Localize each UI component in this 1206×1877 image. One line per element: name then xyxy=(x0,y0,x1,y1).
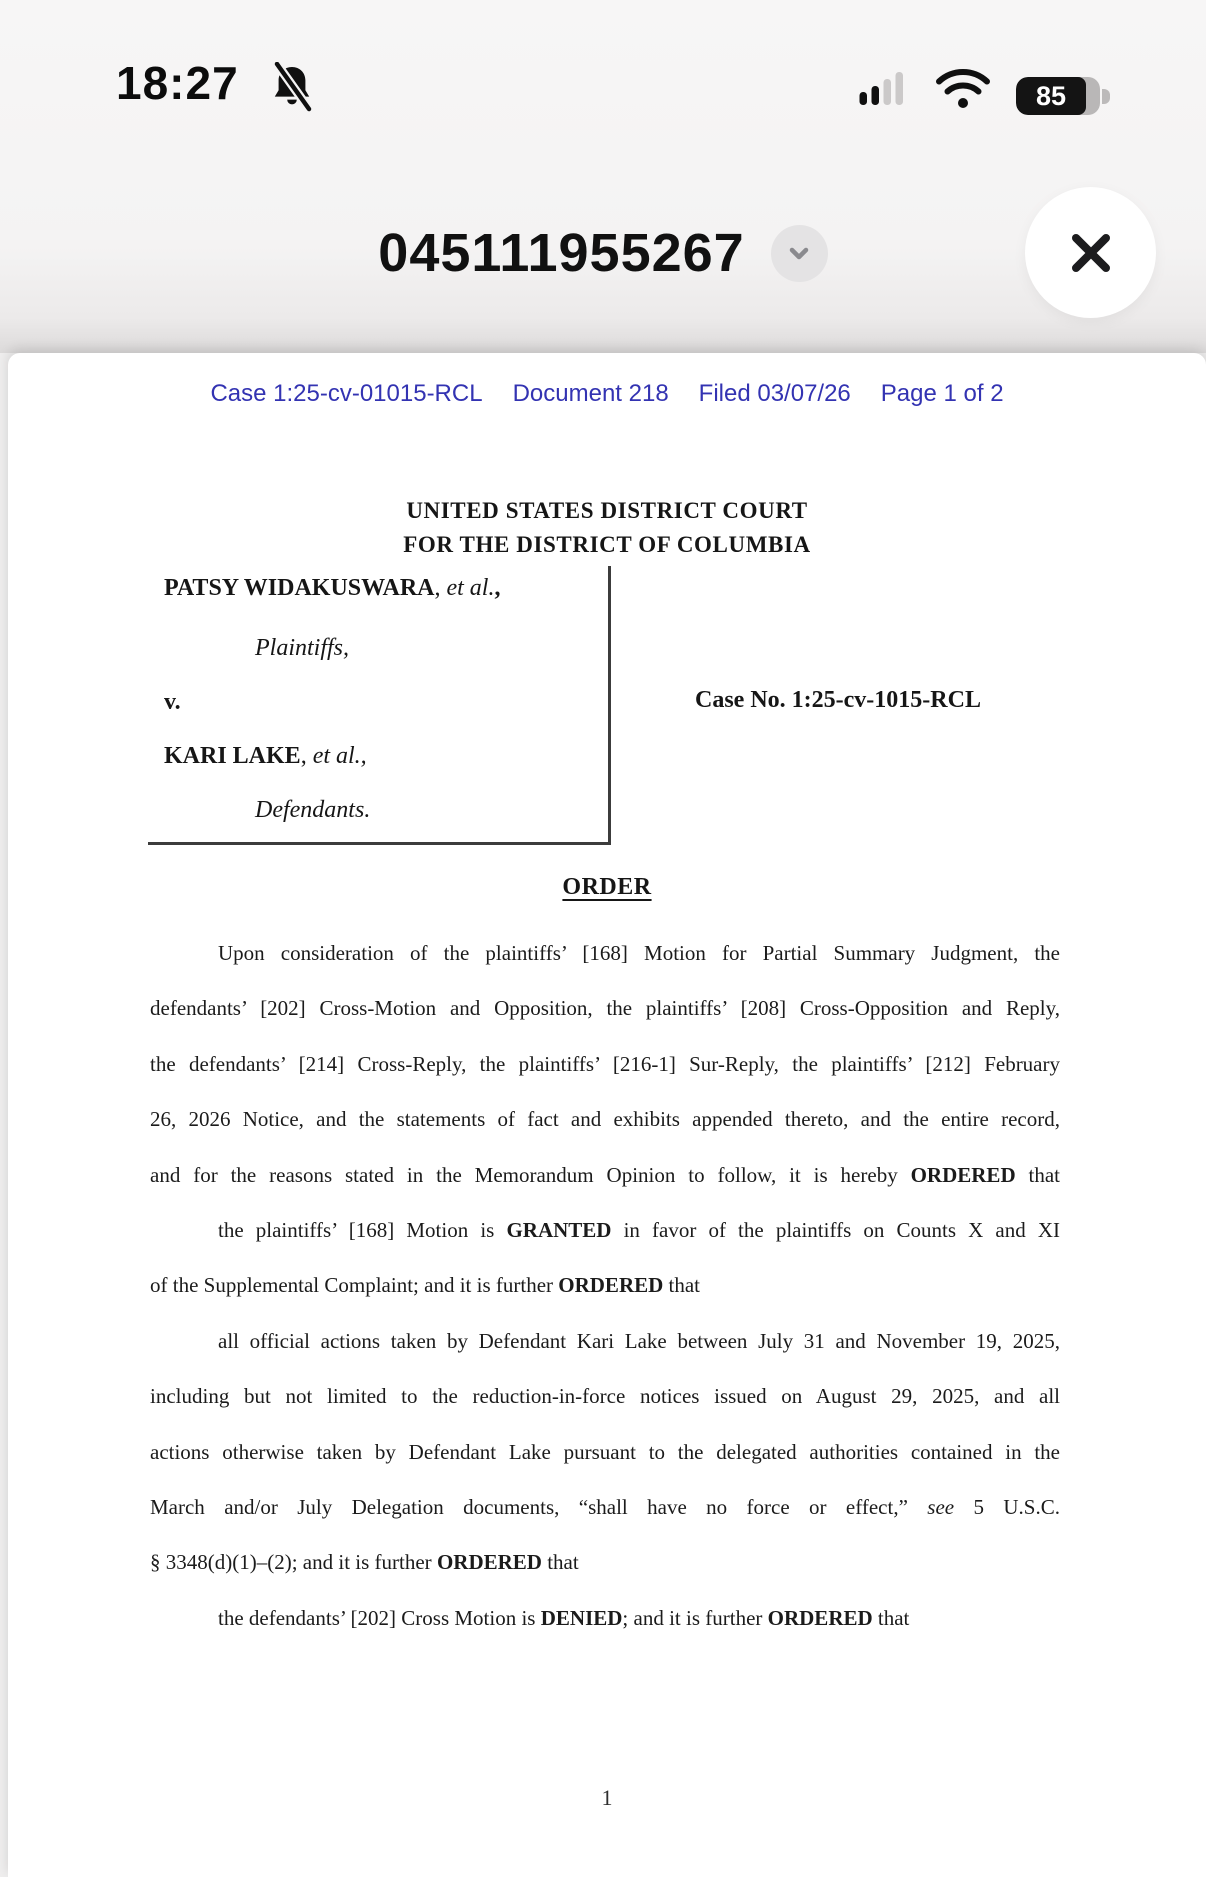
text-run: in favor of the plaintiffs on Counts X and XI xyxy=(611,1218,1060,1243)
body-line xyxy=(150,1258,1060,1313)
body-line xyxy=(150,981,1060,1036)
stamp-case: Case 1:25-cv-01015-RCL xyxy=(210,380,483,407)
page-number: 1 xyxy=(601,1785,613,1810)
text-run: Plaintiffs, xyxy=(255,635,350,661)
text-run: Upon consideration of the plaintiffs’ [168] Motion for Partial Summary Judgment, the xyxy=(218,941,1060,965)
text-run: § 3348(d)(1)–(2); and it is further xyxy=(150,1550,437,1575)
text-run: including but not limited to the reduction-in-force notices issued on August 29, 2025, and all xyxy=(150,1384,1060,1409)
text-run: Defendants. xyxy=(255,797,371,823)
text-run: ORDERED xyxy=(558,1273,664,1298)
body-line xyxy=(150,1425,1060,1480)
text-run: that xyxy=(663,1273,701,1298)
court-heading-line2: FOR THE DISTRICT OF COLUMBIA xyxy=(403,532,811,557)
wifi-icon xyxy=(934,66,992,110)
text-run: ORDERED xyxy=(910,1162,1016,1187)
text-run: and for the reasons stated in the Memorandum Opinion to follow, it is hereby xyxy=(150,1162,911,1187)
status-time: 18:27 xyxy=(116,57,239,109)
body-line xyxy=(150,1369,1060,1424)
versus xyxy=(164,687,181,717)
text-run: the defendants’ [214] Cross-Reply, the plaintiffs’ [216-1] Sur-Reply, the plaintiffs’ [212] February xyxy=(150,1051,1060,1076)
text-run: actions otherwise taken by Defendant Lake pursuant to the delegated authorities contained in the xyxy=(150,1439,1060,1464)
order-body xyxy=(150,926,1060,1646)
defendant-name xyxy=(164,741,367,771)
close-icon xyxy=(1059,221,1123,285)
plaintiff-name xyxy=(164,573,500,603)
text-run: March and/or July Delegation documents, “shall have no force or effect,” xyxy=(150,1495,928,1520)
text-run: the defendants’ [202] Cross Motion is xyxy=(218,1605,541,1630)
text-run: that xyxy=(872,1605,910,1630)
text-run: , xyxy=(434,575,447,601)
body-line xyxy=(150,1535,1060,1590)
stamp-document: Document 218 xyxy=(512,380,669,407)
body-line xyxy=(150,1203,1060,1258)
court-heading-line1: UNITED STATES DISTRICT COURT xyxy=(406,498,808,523)
chevron-down-icon xyxy=(783,237,815,269)
text-run: et al., xyxy=(312,743,367,769)
text-run: all official actions taken by Defendant Kari Lake between July 31 and November 19, 2025, xyxy=(218,1328,1060,1353)
text-run: the plaintiffs’ [168] Motion is xyxy=(218,1218,507,1243)
text-run: ORDERED xyxy=(436,1550,542,1575)
caption-vertical-rule xyxy=(608,566,611,845)
text-run: that xyxy=(1015,1162,1060,1187)
case-number: Case No. 1:25-cv-1015-RCL xyxy=(695,687,981,713)
order-heading: ORDER xyxy=(562,874,652,900)
text-run: , xyxy=(494,575,501,601)
text-run: et al. xyxy=(446,575,495,601)
text-run: v. xyxy=(164,689,181,715)
text-run: 26, 2026 Notice, and the statements of fact and exhibits appended thereto, and the entire record, xyxy=(150,1107,1060,1132)
body-line xyxy=(150,1037,1060,1092)
filing-stamp xyxy=(8,381,1206,407)
pdf-page[interactable] xyxy=(8,353,1206,1877)
stamp-page: Page 1 of 2 xyxy=(880,380,1004,407)
text-run: of the Supplemental Complaint; and it is further xyxy=(150,1273,559,1298)
text-run: see xyxy=(927,1495,955,1520)
body-line xyxy=(150,1314,1060,1369)
cellular-signal-icon xyxy=(858,70,906,106)
chevron-down-button[interactable] xyxy=(771,225,828,282)
text-run: 5 U.S.C. xyxy=(954,1495,1060,1520)
plaintiff-role xyxy=(255,633,349,663)
text-run: , xyxy=(300,743,313,769)
text-run: GRANTED xyxy=(506,1218,612,1243)
body-line xyxy=(150,1092,1060,1147)
document-title: 045111955267 xyxy=(378,223,745,283)
text-run: DENIED xyxy=(540,1605,623,1630)
body-line xyxy=(150,1148,1060,1203)
text-run: ; and it is further xyxy=(622,1605,768,1630)
defendant-role xyxy=(255,795,370,825)
caption-horizontal-rule xyxy=(148,842,611,845)
body-line xyxy=(150,1480,1060,1535)
court-heading xyxy=(8,494,1206,562)
notifications-silenced-icon xyxy=(268,62,316,112)
text-run: ORDERED xyxy=(767,1605,873,1630)
text-run: PATSY WIDAKUSWARA xyxy=(164,575,435,601)
body-line xyxy=(150,926,1060,981)
battery-indicator xyxy=(1016,77,1100,115)
text-run: KARI LAKE xyxy=(164,743,301,769)
text-run: defendants’ [202] Cross-Motion and Opposition, the plaintiffs’ [208] Cross-Opposition and Reply, xyxy=(150,996,1060,1021)
body-line xyxy=(150,1591,1060,1646)
text-run: that xyxy=(541,1550,579,1575)
battery-percent: 85 xyxy=(1035,80,1067,111)
close-button[interactable] xyxy=(1025,187,1156,318)
battery-fill xyxy=(1016,77,1086,115)
stamp-filed: Filed 03/07/26 xyxy=(698,380,851,407)
